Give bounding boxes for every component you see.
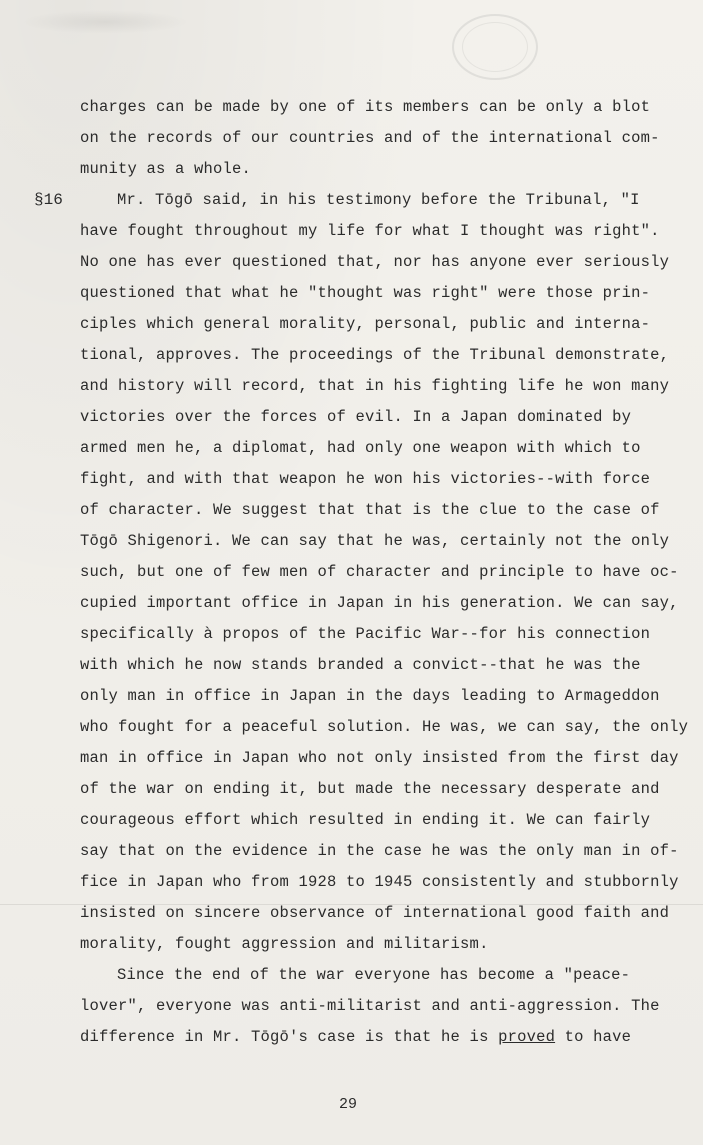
text-line: fight, and with that weapon he won his victories--with force	[80, 470, 651, 488]
text-line-last	[80, 1028, 631, 1046]
text-line: who fought for a peaceful solution. He was, we can say, the only	[80, 718, 689, 736]
scan-smudge	[20, 10, 190, 34]
text-line: charges can be made by one of its members can be only a blot	[80, 98, 651, 116]
text-line: have fought throughout my life for what I thought was right".	[80, 222, 660, 240]
text-line: insisted on sincere observance of international good faith and	[80, 904, 670, 922]
text-segment: to have	[555, 1028, 632, 1046]
text-line: courageous effort which resulted in ending it. We can fairly	[80, 811, 651, 829]
text-line: No one has ever questioned that, nor has anyone ever seriously	[80, 253, 670, 271]
text-line: morality, fought aggression and militarism.	[80, 935, 489, 953]
text-line: on the records of our countries and of the international com-	[80, 129, 660, 147]
text-line: Since the end of the war everyone has become a "peace-	[117, 966, 631, 984]
text-line: munity as a whole.	[80, 160, 252, 178]
paragraph-marker: §16	[34, 191, 63, 209]
text-line: only man in office in Japan in the days leading to Armageddon	[80, 687, 660, 705]
text-line: armed men he, a diplomat, had only one weapon with which to	[80, 439, 641, 457]
text-line: Mr. Tōgō said, in his testimony before the Tribunal, "I	[117, 191, 640, 209]
text-line: and history will record, that in his fighting life he won many	[80, 377, 670, 395]
text-line: such, but one of few men of character and principle to have oc-	[80, 563, 679, 581]
underlined-word: proved	[498, 1028, 556, 1046]
text-line: man in office in Japan who not only insisted from the first day	[80, 749, 679, 767]
text-line: cupied important office in Japan in his generation. We can say,	[80, 594, 679, 612]
text-line: lover", everyone was anti-militarist and anti-aggression. The	[80, 997, 660, 1015]
text-line: say that on the evidence in the case he was the only man in of-	[80, 842, 679, 860]
text-line: of character. We suggest that that is the clue to the case of	[80, 501, 660, 519]
text-line: questioned that what he "thought was right" were those prin-	[80, 284, 651, 302]
text-line: victories over the forces of evil. In a Japan dominated by	[80, 408, 632, 426]
text-line: tional, approves. The proceedings of the Tribunal demonstrate,	[80, 346, 670, 364]
text-line: Tōgō Shigenori. We can say that he was, certainly not the only	[80, 532, 670, 550]
text-line: of the war on ending it, but made the necessary desperate and	[80, 780, 660, 798]
text-line: specifically à propos of the Pacific War--for his connection	[80, 625, 651, 643]
faded-stamp	[452, 14, 538, 80]
text-line: fice in Japan who from 1928 to 1945 consistently and stubbornly	[80, 873, 679, 891]
text-line: ciples which general morality, personal, public and interna-	[80, 315, 651, 333]
page-number: 29	[339, 1096, 358, 1113]
text-line: with which he now stands branded a convict--that he was the	[80, 656, 641, 674]
text-segment: difference in Mr. Tōgō's case is that he is	[80, 1028, 499, 1046]
